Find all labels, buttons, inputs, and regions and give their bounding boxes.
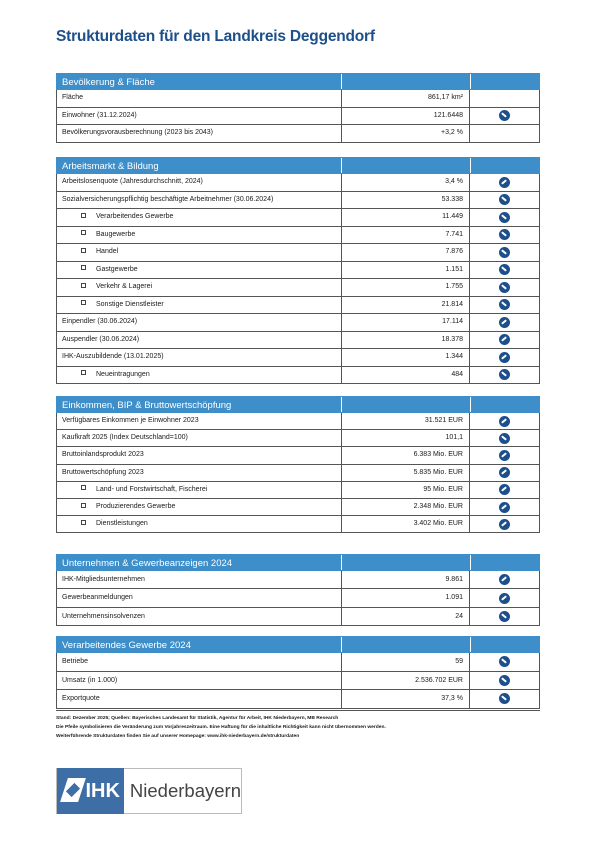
- section-table: [56, 554, 540, 626]
- row-label-text: Bruttoinlandsprodukt 2023: [62, 451, 144, 459]
- row-label: [57, 430, 341, 446]
- row-label: [57, 367, 341, 384]
- trend-up-icon: [499, 574, 510, 585]
- row-label-text: Sonstige Dienstleister: [96, 300, 164, 308]
- row-label-text: Baugewerbe: [96, 230, 136, 238]
- trend-down-icon: [499, 194, 510, 205]
- row-label-text: Einwohner (31.12.2024): [62, 111, 137, 119]
- row-value: 6.383 Mio. EUR: [341, 447, 469, 463]
- row-value: 31.521 EUR: [341, 413, 469, 429]
- row-trend: [469, 447, 539, 463]
- row-value: 95 Mio. EUR: [341, 482, 469, 498]
- row-label: [57, 672, 341, 690]
- footer-disclaimer: Die Pfeile symbolisieren die Veränderung zum Vorjahreszeitraum. Eine Haftung für die inhaltliche Richtigkeit kann nicht übernommen werden.: [56, 725, 386, 730]
- section-heading: [56, 636, 540, 653]
- row-label-text: Bruttowertschöpfung 2023: [62, 468, 144, 476]
- trend-down-icon: [499, 675, 510, 686]
- bullet-icon: [81, 283, 86, 288]
- row-label: [57, 499, 341, 515]
- table-row: [56, 209, 540, 227]
- row-label: [57, 516, 341, 532]
- row-value: 37,3 %: [341, 690, 469, 708]
- section-heading-label: Arbeitsmarkt & Bildung: [62, 161, 159, 172]
- row-label: [57, 244, 341, 261]
- row-value: 1.344: [341, 349, 469, 366]
- row-value: 59: [341, 653, 469, 671]
- trend-up-icon: [499, 416, 510, 427]
- row-trend: [469, 465, 539, 481]
- row-label: [57, 297, 341, 314]
- row-label: [57, 349, 341, 366]
- section-heading-label: Verarbeitendes Gewerbe 2024: [62, 640, 191, 651]
- row-label: [57, 108, 341, 125]
- row-trend: [469, 125, 539, 142]
- row-label-text: IHK-Auszubildende (13.01.2025): [62, 353, 164, 360]
- row-trend: [469, 244, 539, 261]
- table-row: [56, 108, 540, 126]
- row-value: 3.402 Mio. EUR: [341, 516, 469, 532]
- table-row: [56, 192, 540, 210]
- row-value: 861,17 km²: [341, 90, 469, 107]
- row-trend: [469, 174, 539, 191]
- bullet-icon: [81, 300, 86, 305]
- row-label-text: Fläche: [62, 94, 84, 101]
- row-value: 2.536.702 EUR: [341, 672, 469, 690]
- trend-up-icon: [499, 484, 510, 495]
- table-row: [56, 447, 540, 464]
- row-label: [57, 413, 341, 429]
- row-trend: [469, 192, 539, 209]
- row-value: 101,1: [341, 430, 469, 446]
- trend-up-icon: [499, 502, 510, 513]
- table-row: [56, 482, 540, 499]
- row-label-text: Betriebe: [62, 658, 89, 665]
- row-label-text: Einpendler (30.06.2024): [62, 318, 138, 325]
- bullet-icon: [81, 265, 86, 270]
- row-label: [57, 125, 341, 142]
- trend-down-icon: [499, 433, 510, 444]
- row-label-text: Gewerbeanmeldungen: [62, 594, 133, 602]
- table-row: [56, 499, 540, 516]
- row-trend: [469, 413, 539, 429]
- row-label-text: Sozialversicherungspflichtig beschäftigte Arbeitnehmer (30.06.2024): [62, 195, 274, 203]
- trend-up-icon: [499, 177, 510, 188]
- row-trend: [469, 262, 539, 279]
- row-label-text: Verarbeitendes Gewerbe: [96, 213, 174, 220]
- table-row: [56, 244, 540, 262]
- trend-down-icon: [499, 611, 510, 622]
- row-trend: [469, 672, 539, 690]
- table-row: [56, 349, 540, 367]
- row-label: [57, 589, 341, 606]
- row-value: 11.449: [341, 209, 469, 226]
- trend-down-icon: [499, 110, 510, 121]
- row-trend: [469, 209, 539, 226]
- row-label-text: Land- und Forstwirtschaft, Fischerei: [96, 485, 208, 493]
- row-trend: [469, 516, 539, 532]
- bullet-icon: [81, 248, 86, 253]
- row-trend: [469, 108, 539, 125]
- table-row: [56, 653, 540, 672]
- row-trend: [469, 279, 539, 296]
- table-row: [56, 314, 540, 332]
- row-trend: [469, 90, 539, 107]
- row-trend: [469, 608, 539, 625]
- row-trend: [469, 367, 539, 384]
- row-label: [57, 447, 341, 463]
- row-label-text: Kaufkraft 2025 (Index Deutschland=100): [62, 434, 188, 442]
- row-label: [57, 192, 341, 209]
- trend-down-icon: [499, 693, 510, 704]
- table-row: [56, 690, 540, 709]
- row-value: +3,2 %: [341, 125, 469, 142]
- section-heading-label: Unternehmen & Gewerbeanzeigen 2024: [62, 558, 233, 569]
- trend-down-icon: [499, 299, 510, 310]
- row-trend: [469, 589, 539, 606]
- section-heading: [56, 396, 540, 413]
- row-value: 5.835 Mio. EUR: [341, 465, 469, 481]
- table-row: [56, 262, 540, 280]
- row-trend: [469, 297, 539, 314]
- table-row: [56, 589, 540, 607]
- row-label-text: Verfügbares Einkommen je Einwohner 2023: [62, 417, 199, 424]
- row-trend: [469, 227, 539, 244]
- row-label-text: Handel: [96, 248, 119, 255]
- row-value: 3,4 %: [341, 174, 469, 191]
- footer-source: Stand: Dezember 2025; Quellen: Bayerisches Landesamt für Statistik, Agentur für Arbeit, IHK Niederbayern, MB Research: [56, 716, 339, 721]
- trend-up-icon: [499, 334, 510, 345]
- row-value: 484: [341, 367, 469, 384]
- row-trend: [469, 314, 539, 331]
- table-row: [56, 608, 540, 626]
- row-label-text: Arbeitslosenquote (Jahresdurchschnitt, 2024): [62, 178, 203, 185]
- row-label: [57, 332, 341, 349]
- row-value: 18.378: [341, 332, 469, 349]
- bullet-icon: [81, 503, 86, 508]
- table-row: [56, 125, 540, 143]
- trend-up-icon: [499, 467, 510, 478]
- row-label: [57, 608, 341, 625]
- bullet-icon: [81, 370, 86, 375]
- row-label: [57, 227, 341, 244]
- bullet-icon: [81, 520, 86, 525]
- table-row: [56, 297, 540, 315]
- row-label-text: Exportquote: [62, 695, 100, 703]
- row-label-text: Auspendler (30.06.2024): [62, 335, 140, 343]
- row-label-text: Unternehmensinsolvenzen: [62, 612, 145, 620]
- row-label: [57, 465, 341, 481]
- section-heading: [56, 157, 540, 174]
- row-value: 2.348 Mio. EUR: [341, 499, 469, 515]
- row-label: [57, 653, 341, 671]
- trend-up-icon: [499, 519, 510, 530]
- trend-up-icon: [499, 317, 510, 328]
- row-value: 1.091: [341, 589, 469, 606]
- table-row: [56, 174, 540, 192]
- trend-down-icon: [499, 212, 510, 223]
- row-value: 7.876: [341, 244, 469, 261]
- table-row: [56, 465, 540, 482]
- section-heading: [56, 73, 540, 90]
- trend-down-icon: [499, 264, 510, 275]
- row-trend: [469, 653, 539, 671]
- row-value: 24: [341, 608, 469, 625]
- trend-up-icon: [499, 352, 510, 363]
- section-table: [56, 73, 540, 143]
- ihk-logo-ihk: IHK: [83, 768, 123, 814]
- row-label-text: Umsatz (in 1.000): [62, 676, 118, 684]
- table-row: [56, 332, 540, 350]
- section-table: [56, 157, 540, 384]
- row-label-text: Bevölkerungsvorausberechnung (2023 bis 2043): [62, 129, 213, 136]
- trend-up-icon: [499, 450, 510, 461]
- row-label-text: Gastgewerbe: [96, 265, 138, 273]
- trend-down-icon: [499, 229, 510, 240]
- row-trend: [469, 690, 539, 708]
- table-row: [56, 571, 540, 589]
- bullet-icon: [81, 485, 86, 490]
- row-trend: [469, 430, 539, 446]
- row-value: 1.755: [341, 279, 469, 296]
- row-trend: [469, 349, 539, 366]
- section-heading-label: Einkommen, BIP & Bruttowertschöpfung: [62, 400, 232, 411]
- row-label: [57, 174, 341, 191]
- row-label-text: IHK-Mitgliedsunternehmen: [62, 576, 145, 583]
- row-label: [57, 482, 341, 498]
- row-label: [57, 690, 341, 708]
- section-table: [56, 636, 540, 709]
- trend-down-icon: [499, 656, 510, 667]
- trend-up-icon: [499, 593, 510, 604]
- table-row: [56, 430, 540, 447]
- row-trend: [469, 571, 539, 588]
- row-trend: [469, 482, 539, 498]
- ihk-logo-name: Niederbayern: [129, 780, 241, 801]
- row-label-text: Verkehr & Lagerei: [96, 283, 153, 290]
- row-value: 1.151: [341, 262, 469, 279]
- row-value: 9.861: [341, 571, 469, 588]
- row-label-text: Neueintragungen: [96, 370, 150, 378]
- bullet-icon: [81, 213, 86, 218]
- row-trend: [469, 332, 539, 349]
- row-value: 17.114: [341, 314, 469, 331]
- table-row: [56, 90, 540, 108]
- row-label: [57, 279, 341, 296]
- row-label-text: Dienstleistungen: [96, 520, 148, 528]
- table-row: [56, 516, 540, 533]
- ihk-logo-mark: [57, 768, 83, 814]
- trend-down-icon: [499, 282, 510, 293]
- row-value: 53.338: [341, 192, 469, 209]
- table-row: [56, 672, 540, 691]
- row-label: [57, 314, 341, 331]
- row-label: [57, 90, 341, 107]
- bullet-icon: [81, 230, 86, 235]
- table-row: [56, 367, 540, 385]
- trend-down-icon: [499, 369, 510, 380]
- table-row: [56, 279, 540, 297]
- footer-link-text: Weiterführende Strukturdaten finden Sie auf unserer Homepage: www.ihk-niederbayern.de/strukturdaten: [56, 734, 300, 739]
- section-heading: [56, 554, 540, 571]
- row-label-text: Produzierendes Gewerbe: [96, 502, 176, 510]
- row-value: 21.814: [341, 297, 469, 314]
- table-row: [56, 227, 540, 245]
- trend-down-icon: [499, 247, 510, 258]
- table-row: [56, 413, 540, 430]
- row-value: 121.6448: [341, 108, 469, 125]
- ihk-logo: [56, 768, 242, 814]
- footer-notes: [56, 710, 540, 741]
- row-label: [57, 571, 341, 588]
- row-trend: [469, 499, 539, 515]
- section-table: [56, 396, 540, 533]
- row-label: [57, 262, 341, 279]
- section-heading-label: Bevölkerung & Fläche: [62, 77, 155, 88]
- page-title: Strukturdaten für den Landkreis Deggendorf: [56, 28, 375, 45]
- row-value: 7.741: [341, 227, 469, 244]
- row-label: [57, 209, 341, 226]
